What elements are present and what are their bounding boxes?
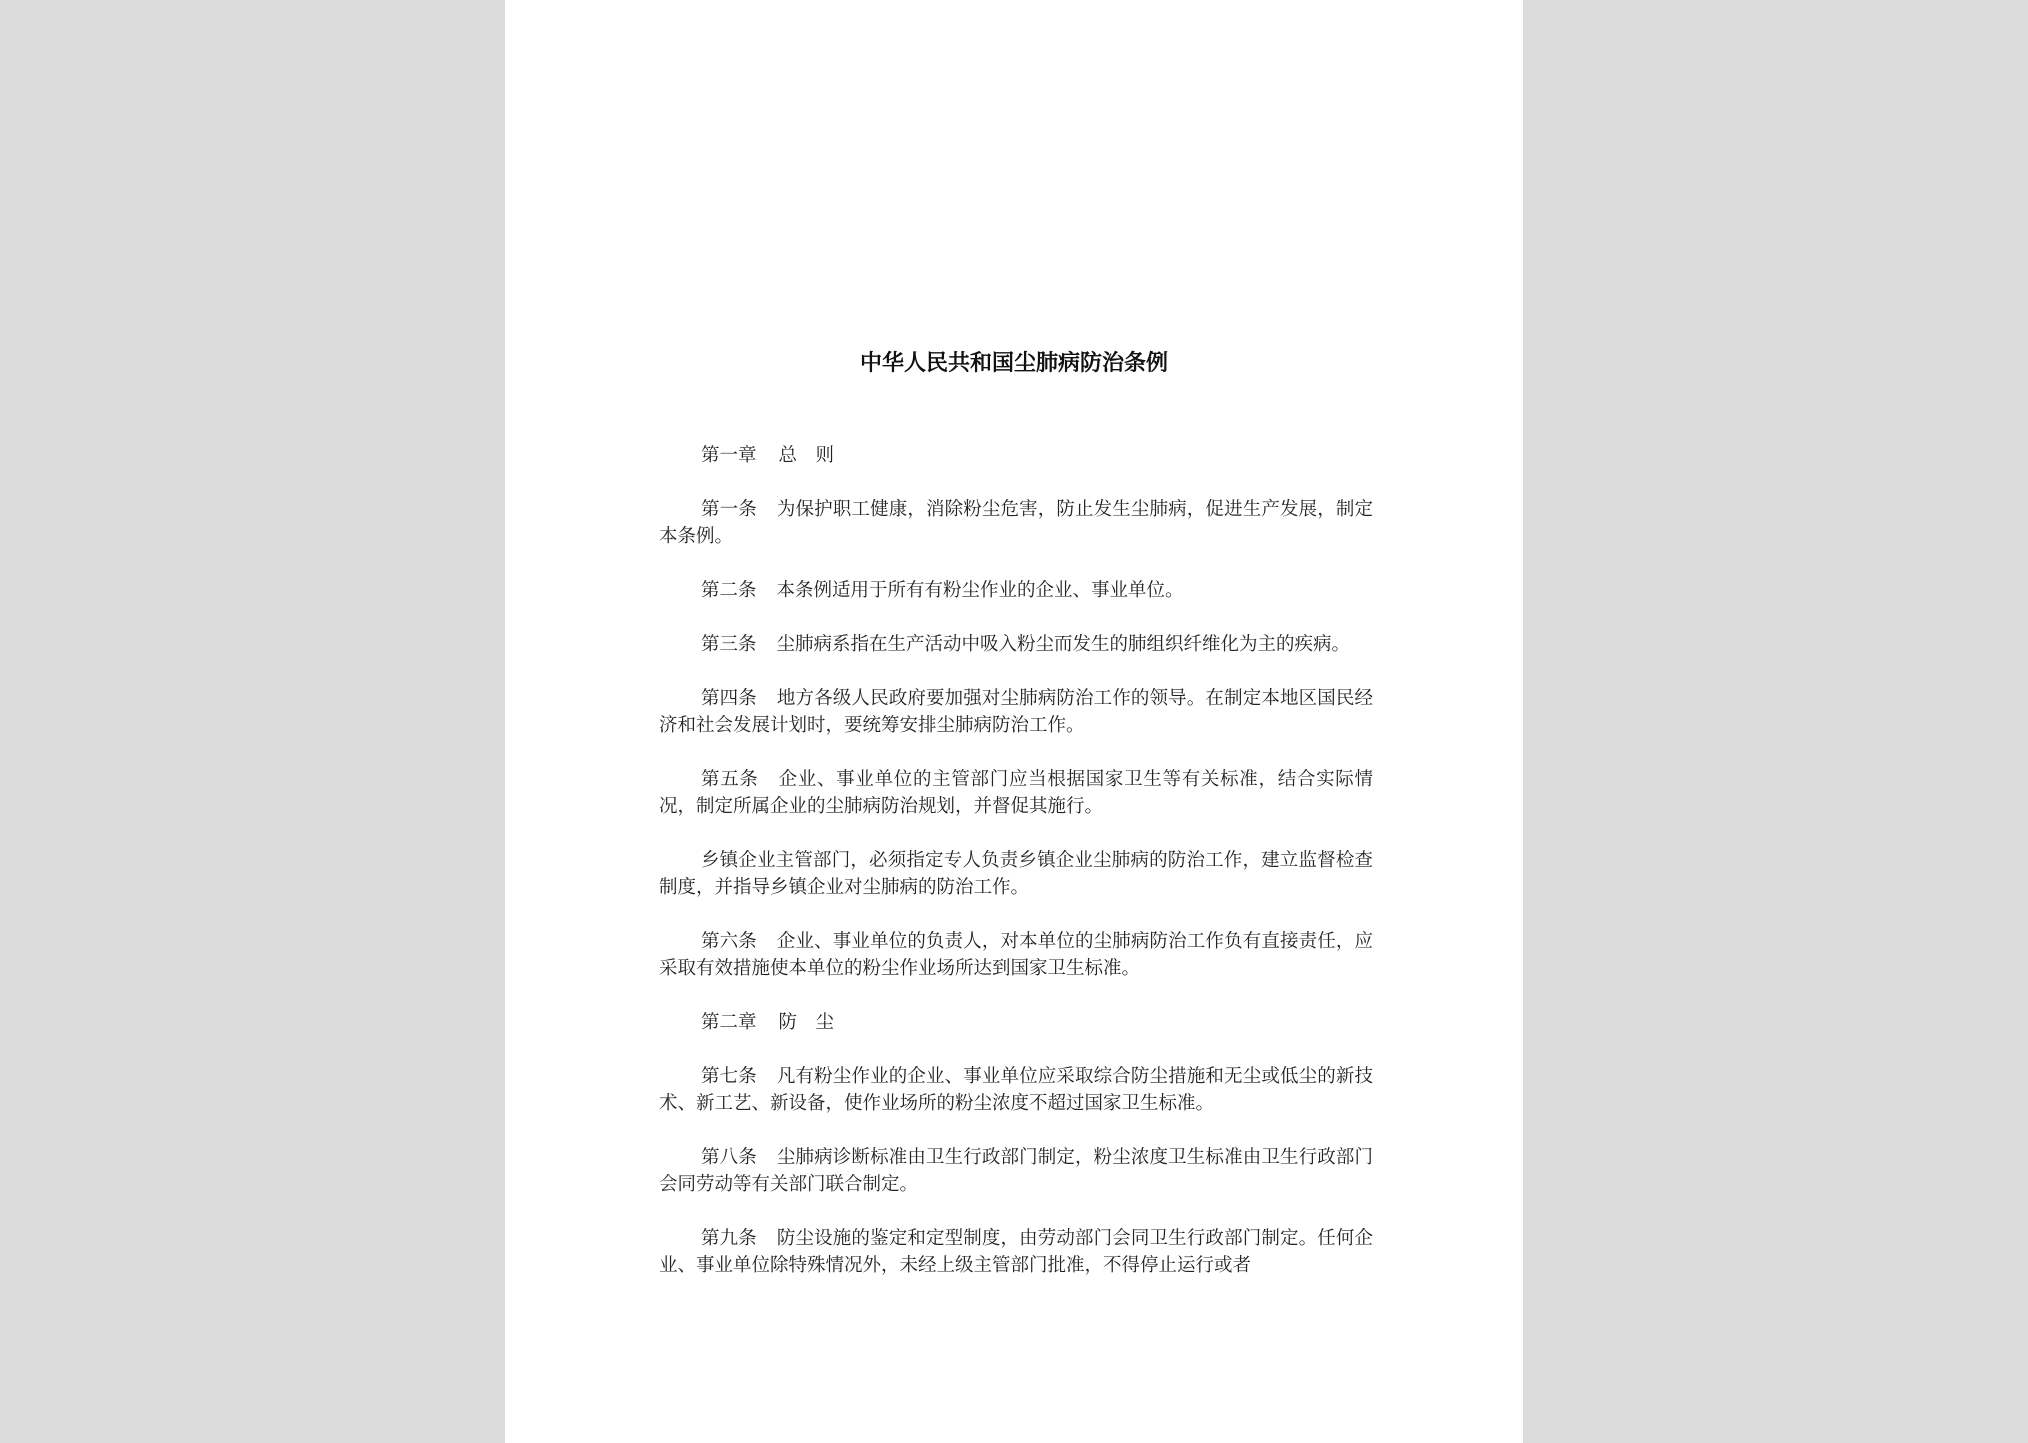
chapter-heading [659,442,1373,469]
article-text: 防尘设施的鉴定和定型制度，由劳动部门会同卫生行政部门制定。任何企业、事业单位除特殊情况外，未经上级主管部门批准，不得停止运行或者 [659,1228,1373,1276]
article-paragraph [659,685,1373,739]
article-text: 尘肺病系指在生产活动中吸入粉尘而发生的肺组织纤维化为主的疾病。 [776,634,1351,655]
article-paragraph [659,577,1373,604]
article-number: 第二条 [701,580,757,601]
document-body [659,442,1373,1279]
article-paragraph [659,1063,1373,1117]
chapter-name: 防 尘 [778,1012,835,1033]
article-number: 第四条 [701,688,757,709]
chapter-heading [659,1009,1373,1036]
chapter-name: 总 则 [778,445,835,466]
article-text: 乡镇企业主管部门，必须指定专人负责乡镇企业尘肺病的防治工作，建立监督检查制度，并指导乡镇企业对尘肺病的防治工作。 [659,850,1373,898]
article-text: 地方各级人民政府要加强对尘肺病防治工作的领导。在制定本地区国民经济和社会发展计划时，要统筹安排尘肺病防治工作。 [659,688,1373,736]
article-text: 企业、事业单位的主管部门应当根据国家卫生等有关标准，结合实际情况，制定所属企业的尘肺病防治规划，并督促其施行。 [659,769,1373,817]
article-paragraph [659,631,1373,658]
article-text: 为保护职工健康，消除粉尘危害，防止发生尘肺病，促进生产发展，制定本条例。 [659,499,1373,547]
chapter-number: 第一章 [701,445,757,466]
article-paragraph [659,1144,1373,1198]
article-text: 凡有粉尘作业的企业、事业单位应采取综合防尘措施和无尘或低尘的新技术、新工艺、新设备，使作业场所的粉尘浓度不超过国家卫生标准。 [659,1066,1373,1114]
document-title: 中华人民共和国尘肺病防治条例 [859,350,1168,376]
chapter-number: 第二章 [701,1012,757,1033]
article-paragraph [659,847,1373,901]
article-paragraph [659,1225,1373,1279]
article-text: 企业、事业单位的负责人，对本单位的尘肺病防治工作负有直接责任，应采取有效措施使本单位的粉尘作业场所达到国家卫生标准。 [659,931,1373,979]
article-number: 第七条 [701,1066,757,1087]
article-text: 尘肺病诊断标准由卫生行政部门制定，粉尘浓度卫生标准由卫生行政部门会同劳动等有关部门联合制定。 [659,1147,1373,1195]
article-number: 第六条 [701,931,757,952]
article-paragraph [659,766,1373,820]
article-paragraph [659,928,1373,982]
article-text: 本条例适用于所有有粉尘作业的企业、事业单位。 [776,580,1184,601]
article-number: 第八条 [701,1147,757,1168]
document-page [505,0,1523,1443]
article-number: 第九条 [701,1228,757,1249]
article-paragraph [659,496,1373,550]
article-number: 第一条 [701,499,757,520]
article-number: 第三条 [701,634,757,655]
article-number: 第五条 [701,769,759,790]
